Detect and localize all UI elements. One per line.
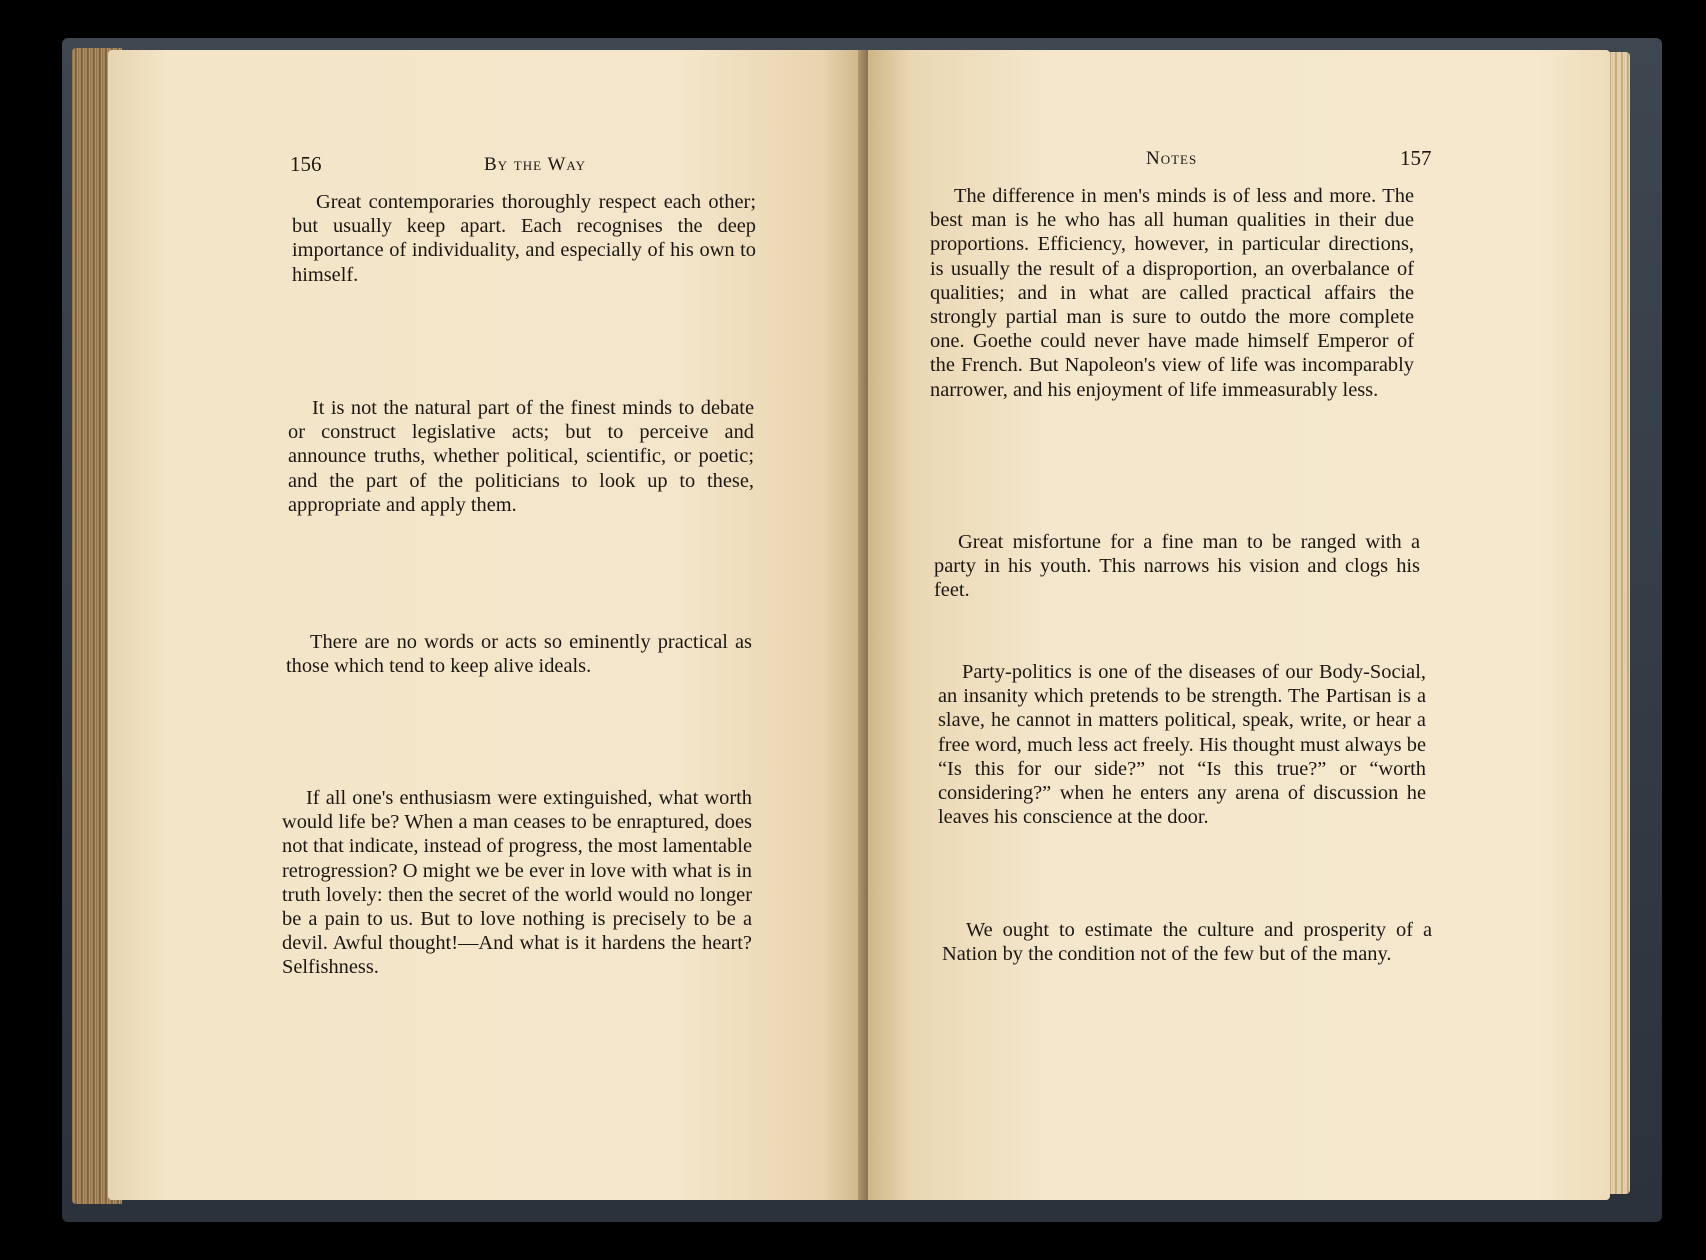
left-page-number: 156	[290, 152, 322, 176]
right-running-head: Notes	[1146, 148, 1198, 169]
left-paragraph-3: There are no words or acts so eminently practical as those which tend to keep alive ideals.	[286, 631, 752, 678]
right-paragraph-1: The difference in men's minds is of less and more. The best man is he who has all human qualities in their due proportions. Efficiency, however, in particular directions, is usually the result of a disproportion, an overbalance of qualities; and in what are called practical affairs the strongly partial man is sure to outdo the more complete one. Goethe could never have made himself Emperor of the French. But Napoleon's view of life was incomparably narrower, and his enjoyment of life immeasurably less.	[930, 185, 1414, 401]
right-page-number: 157	[1400, 146, 1432, 170]
right-page	[868, 50, 1610, 1200]
left-paragraph-1: Great contemporaries thoroughly respect each other; but usually keep apart. Each recognises the deep importance of individuality, and especially of his own to himself.	[292, 191, 756, 286]
right-paragraph-4: We ought to estimate the culture and prosperity of a Nation by the condition not of the few but of the many.	[942, 919, 1432, 966]
right-paragraph-2: Great misfortune for a fine man to be ranged with a party in his youth. This narrows his vision and clogs his feet.	[934, 531, 1420, 602]
left-page	[108, 50, 868, 1200]
left-paragraph-2: It is not the natural part of the finest minds to debate or construct legislative acts; but to perceive and announce truths, whether political, scientific, or poetic; and the part of the politicians to look up to these, appropriate and apply them.	[288, 397, 754, 516]
right-paragraph-3: Party-politics is one of the diseases of our Body-Social, an insanity which pretends to be strength. The Partisan is a slave, he cannot in matters political, speak, write, or hear a free word, much less act freely. His thought must always be “Is this for our side?” not “Is this true?” or “worth considering?” when he enters any arena of discussion he leaves his conscience at the door.	[938, 661, 1426, 829]
left-running-head: By the Way	[484, 154, 587, 175]
left-paragraph-4: If all one's enthusiasm were extinguished, what worth would life be? When a man ceases to be enraptured, does not that indicate, instead of progress, the most lamentable retrogression? O might we be ever in love with what is in truth lovely: then the secret of the world would no longer be a pain to us. But to love nothing is precisely to be a devil. Awful thought!—And what is it hardens the heart? Selfishness.	[282, 787, 752, 979]
